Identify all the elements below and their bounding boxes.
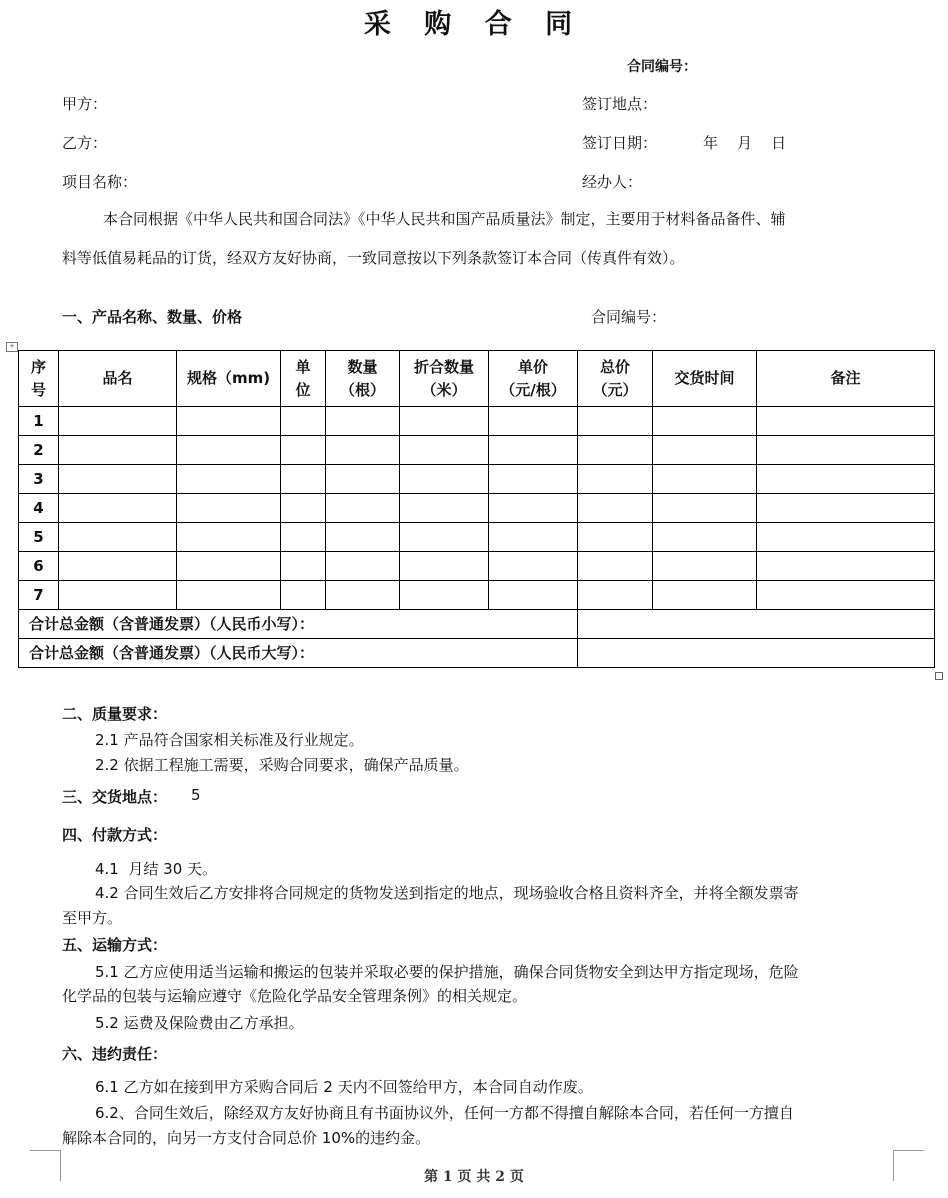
section-1-contract-number: 合同编号： xyxy=(591,308,667,326)
table-row: 1 xyxy=(19,407,935,436)
section-3-heading: 三、交货地点： xyxy=(62,788,168,806)
section-2-heading: 二、质量要求： xyxy=(62,705,168,723)
total-small-row xyxy=(19,610,935,639)
intro-line-1: 本合同根据《中华人民共和国合同法》《中华人民共和国产品质量法》制定，主要用于材料备品备件、辅 xyxy=(103,210,786,228)
section-6-heading: 六、违约责任： xyxy=(62,1045,168,1063)
table-row: 4 xyxy=(19,494,935,523)
total-big-value[interactable] xyxy=(578,639,935,668)
project-name-label: 项目名称： xyxy=(62,173,138,191)
party-b-label: 乙方： xyxy=(62,134,108,152)
section-4-item-2-line-2: 至甲方。 xyxy=(62,909,123,927)
section-4-item-2-line-1: 4.2 合同生效后乙方安排将合同规定的货物发送到指定的地点，现场验收合格且资料齐全，并将全额发票寄 xyxy=(95,884,799,902)
section-6-item-1: 6.1 乙方如在接到甲方采购合同后 2 天内不回签给甲方，本合同自动作废。 xyxy=(95,1078,593,1096)
table-row: 3 xyxy=(19,465,935,494)
table-row: 6 xyxy=(19,552,935,581)
col-header-converted-qty: 折合数量 （米） xyxy=(400,351,489,407)
section-5-item-1-line-1: 5.1 乙方应使用适当运输和搬运的包装并采取必要的保护措施，确保合同货物安全到达甲方指定现场，危险 xyxy=(95,963,799,981)
table-row: 7 xyxy=(19,581,935,610)
contract-number-label: 合同编号： xyxy=(627,59,697,75)
handler-label: 经办人： xyxy=(582,173,643,191)
col-header-unit-price: 单价 （元/根） xyxy=(489,351,578,407)
intro-line-2: 料等低值易耗品的订货，经双方友好协商，一致同意按以下列条款签订本合同（传真件有效）。 xyxy=(62,249,685,267)
section-6-item-2-line-2: 解除本合同的，向另一方支付合同总价 10%的违约金。 xyxy=(62,1129,431,1147)
table-header-row xyxy=(19,351,935,407)
col-header-unit: 单 位 xyxy=(281,351,326,407)
col-header-name: 品名 xyxy=(59,351,177,407)
total-small-label: 合计总金额（含普通发票）（人民币小写）： xyxy=(19,610,578,639)
col-header-delivery-time: 交货时间 xyxy=(653,351,757,407)
total-small-value[interactable] xyxy=(578,610,935,639)
col-header-seq: 序 号 xyxy=(19,351,59,407)
total-big-label: 合计总金额（含普通发票）（人民币大写）： xyxy=(19,639,578,668)
sign-date-parts: 年 月 日 xyxy=(703,134,787,152)
document-title: 采 购 合 同 xyxy=(363,9,585,40)
page-footer: 第 1 页 共 2 页 xyxy=(424,1169,524,1185)
section-5-item-1-line-2: 化学品的包装与运输应遵守《危险化学品安全管理条例》的相关规定。 xyxy=(62,987,528,1005)
section-2-item-1: 2.1 产品符合国家相关标准及行业规定。 xyxy=(95,731,364,749)
section-1-heading: 一、产品名称、数量、价格 xyxy=(62,308,243,326)
party-a-label: 甲方： xyxy=(62,95,108,113)
section-3-value: 5 xyxy=(191,786,201,804)
sign-place-label: 签订地点： xyxy=(582,95,658,113)
table-move-handle-icon[interactable]: + xyxy=(6,342,18,352)
section-5-item-2: 5.2 运费及保险费由乙方承担。 xyxy=(95,1014,304,1032)
section-6-item-2-line-1: 6.2、合同生效后，除经双方友好协商且有书面协议外，任何一方都不得擅自解除本合同，若任何一方擅自 xyxy=(95,1104,794,1122)
product-table xyxy=(18,350,935,668)
col-header-qty: 数量 （根） xyxy=(326,351,400,407)
table-row: 2 xyxy=(19,436,935,465)
table-row: 5 xyxy=(19,523,935,552)
col-header-remarks: 备注 xyxy=(757,351,935,407)
total-big-row xyxy=(19,639,935,668)
col-header-total-price: 总价 （元） xyxy=(578,351,653,407)
table-resize-handle-icon[interactable] xyxy=(935,672,943,680)
section-2-item-2: 2.2 依据工程施工需要，采购合同要求，确保产品质量。 xyxy=(95,756,469,774)
sign-date-label: 签订日期： xyxy=(582,134,658,152)
section-5-heading: 五、运输方式： xyxy=(62,936,168,954)
section-4-item-1: 4.1 月结 30 天。 xyxy=(95,860,218,878)
col-header-spec: 规格（mm) xyxy=(177,351,281,407)
section-4-heading: 四、付款方式： xyxy=(62,826,168,844)
